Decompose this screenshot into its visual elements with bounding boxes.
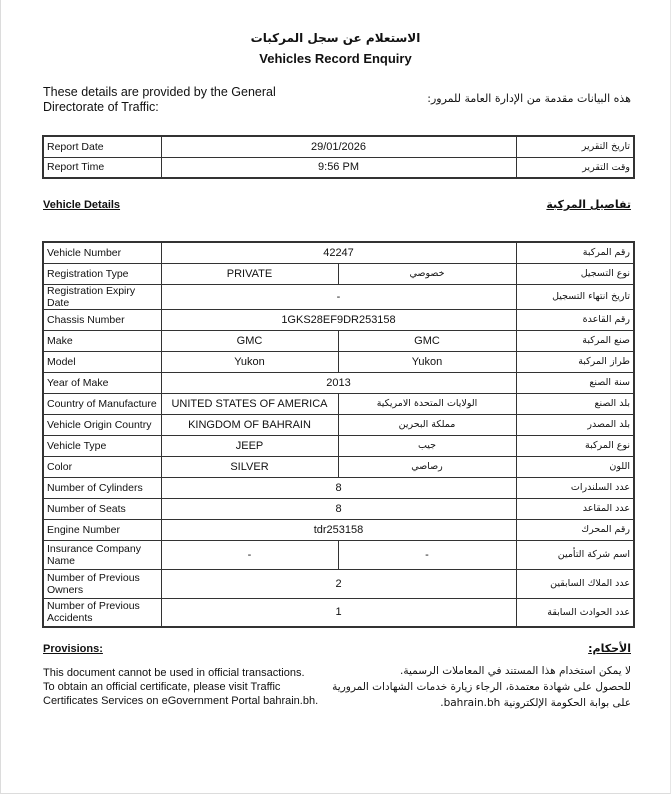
origin-country-value-ar: مملكة البحرين xyxy=(338,414,516,435)
make-value-en: GMC xyxy=(161,330,338,351)
page-title-arabic: الاستعلام عن سجل المركبات xyxy=(250,31,421,45)
year-of-make-value: 2013 xyxy=(161,372,516,393)
registration-type-value-ar: خصوصي xyxy=(338,263,516,284)
label-en: Chassis Number xyxy=(43,309,161,330)
table-row xyxy=(43,330,634,351)
report-date-value: 29/01/2026 xyxy=(161,136,516,157)
page-title: Vehicles Record Enquiry xyxy=(259,51,412,66)
country-of-manufacture-value-ar: الولايات المتحدة الامريكية xyxy=(338,393,516,414)
label-en: Vehicle Number xyxy=(43,242,161,263)
label-en: Color xyxy=(43,456,161,477)
provisions-line: على بوابة الحكومة الإلكترونية bahrain.bh. xyxy=(440,697,631,709)
label-en: Report Time xyxy=(43,157,161,178)
vehicle-type-value-en: JEEP xyxy=(161,435,338,456)
table-row xyxy=(43,414,634,435)
provisions-line: لا يمكن استخدام هذا المستند في المعاملات الرسمية. xyxy=(399,665,631,677)
label-en: Engine Number xyxy=(43,519,161,540)
provisions-text-arabic xyxy=(331,663,631,711)
table-row xyxy=(43,372,634,393)
label-ar: نوع التسجيل xyxy=(516,263,634,284)
label-ar: سنة الصنع xyxy=(516,372,634,393)
seats-value: 8 xyxy=(161,498,516,519)
chassis-number-value: 1GKS28EF9DR253158 xyxy=(161,309,516,330)
model-value-en: Yukon xyxy=(161,351,338,372)
label-ar: اللون xyxy=(516,456,634,477)
label-ar: اسم شركة التأمين xyxy=(516,540,634,569)
label-ar: تاريخ التقرير xyxy=(516,136,634,157)
label-en: Vehicle Type xyxy=(43,435,161,456)
table-row xyxy=(43,498,634,519)
insurance-company-value-en: - xyxy=(161,540,338,569)
registration-type-value-en: PRIVATE xyxy=(161,263,338,284)
label-ar: رقم القاعدة xyxy=(516,309,634,330)
table-row xyxy=(43,519,634,540)
label-en: Year of Make xyxy=(43,372,161,393)
color-value-ar: رصاصي xyxy=(338,456,516,477)
label-en: Model xyxy=(43,351,161,372)
label-en: Country of Manufacture xyxy=(43,393,161,414)
label-ar: تاريخ انتهاء التسجيل xyxy=(516,284,634,309)
table-row xyxy=(43,393,634,414)
vehicle-details-table xyxy=(42,241,635,628)
vehicle-details-heading-arabic: تفاصيل المركبة xyxy=(546,198,631,211)
label-ar: رقم المحرك xyxy=(516,519,634,540)
table-row xyxy=(43,569,634,598)
cylinders-value: 8 xyxy=(161,477,516,498)
table-row xyxy=(43,309,634,330)
label-ar: عدد السلندرات xyxy=(516,477,634,498)
previous-accidents-value: 1 xyxy=(161,598,516,627)
table-row xyxy=(43,456,634,477)
intro-text-arabic: هذه البيانات مقدمة من الإدارة العامة للمرور: xyxy=(427,92,631,105)
label-ar: بلد الصنع xyxy=(516,393,634,414)
model-value-ar: Yukon xyxy=(338,351,516,372)
provisions-heading: Provisions: xyxy=(43,643,103,655)
provisions-heading-arabic: الأحكام: xyxy=(588,642,631,655)
table-row xyxy=(43,242,634,263)
label-ar: عدد الحوادث السابقة xyxy=(516,598,634,627)
provisions-line: Certificates Services on eGovernment Portal bahrain.bh. xyxy=(43,695,319,707)
label-ar: عدد المقاعد xyxy=(516,498,634,519)
label-en: Registration Expiry Date xyxy=(43,284,161,309)
label-ar: طراز المركبة xyxy=(516,351,634,372)
registration-expiry-value: - xyxy=(161,284,516,309)
color-value-en: SILVER xyxy=(161,456,338,477)
table-row xyxy=(43,351,634,372)
label-en: Number of Previous Accidents xyxy=(43,598,161,627)
label-ar: عدد الملاك السابقين xyxy=(516,569,634,598)
label-ar: صنع المركبة xyxy=(516,330,634,351)
report-time-row xyxy=(43,157,634,178)
label-ar: نوع المركبة xyxy=(516,435,634,456)
table-row xyxy=(43,598,634,627)
intro-text-english: These details are provided by the General Directorate of Traffic: xyxy=(43,85,276,114)
make-value-ar: GMC xyxy=(338,330,516,351)
report-info-table xyxy=(42,135,635,179)
provisions-line: To obtain an official certificate, please visit Traffic xyxy=(43,681,281,693)
label-en: Registration Type xyxy=(43,263,161,284)
table-row xyxy=(43,435,634,456)
label-en: Number of Cylinders xyxy=(43,477,161,498)
report-time-value: 9:56 PM xyxy=(161,157,516,178)
provisions-text-english xyxy=(43,666,343,708)
label-en: Number of Seats xyxy=(43,498,161,519)
table-row xyxy=(43,477,634,498)
label-ar: رقم المركبة xyxy=(516,242,634,263)
label-en: Vehicle Origin Country xyxy=(43,414,161,435)
country-of-manufacture-value-en: UNITED STATES OF AMERICA xyxy=(161,393,338,414)
label-en: Insurance Company Name xyxy=(43,540,161,569)
origin-country-value-en: KINGDOM OF BAHRAIN xyxy=(161,414,338,435)
vehicle-number-value: 42247 xyxy=(161,242,516,263)
label-ar: وقت التقرير xyxy=(516,157,634,178)
table-row xyxy=(43,284,634,309)
vehicle-details-heading: Vehicle Details xyxy=(43,199,121,211)
table-row xyxy=(43,540,634,569)
label-en: Report Date xyxy=(43,136,161,157)
provisions-line: This document cannot be used in official transactions. xyxy=(43,667,305,679)
engine-number-value: tdr253158 xyxy=(161,519,516,540)
provisions-line: للحصول على شهادة معتمدة، الرجاء زيارة خدمات الشهادات المرورية xyxy=(332,681,631,693)
label-en: Make xyxy=(43,330,161,351)
label-en: Number of Previous Owners xyxy=(43,569,161,598)
insurance-company-value-ar: - xyxy=(338,540,516,569)
vehicle-type-value-ar: جيب xyxy=(338,435,516,456)
report-date-row xyxy=(43,136,634,157)
label-ar: بلد المصدر xyxy=(516,414,634,435)
previous-owners-value: 2 xyxy=(161,569,516,598)
table-row xyxy=(43,263,634,284)
